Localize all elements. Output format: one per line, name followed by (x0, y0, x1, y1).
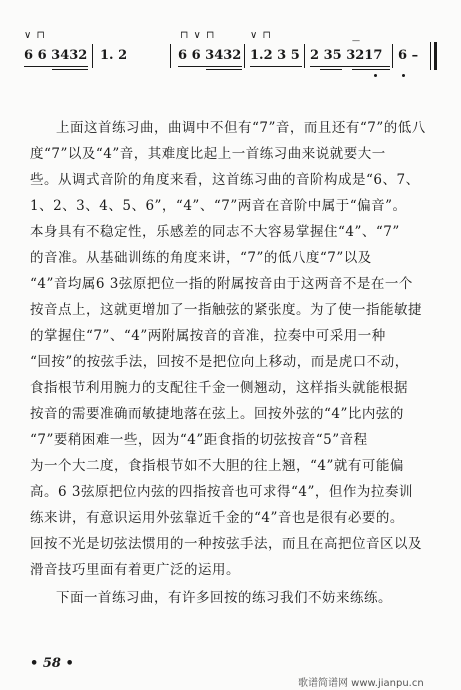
text-line: 按音点上，这就更增加了一指触弦的紧张度。为了使一指能敏捷 (30, 302, 422, 318)
text-line: 1、2、3、4、5、6”，“4”、“7”两音在音阶中属于“偏音”。 (30, 198, 407, 214)
lower-octave-dot (374, 74, 377, 77)
text-line: “回按”的按弦手法，回按不是把位向上移动，而是虎口不动， (30, 354, 409, 370)
notation-measure: 1.2 3 5 (250, 48, 300, 63)
text-line: 按音的需要准确而敏捷地落在弦上。回按外弦的“4”比内弦的 (30, 406, 404, 422)
lower-octave-dot (402, 74, 405, 77)
jianpu-notation-strip (22, 30, 442, 92)
bow-mark: ⊓ ∨ ⊓ (180, 30, 216, 41)
watermark-text: 歌谱简谱网 www.jianpu.cn (298, 678, 424, 689)
page-number: • 58 • (30, 656, 74, 671)
beam-underline (352, 69, 390, 70)
text-line: 的音准。从基础训练的角度来讲，“7”的低八度“7”以及 (30, 250, 372, 266)
bar-line (244, 44, 245, 68)
notation-measure: 1. 2 (100, 48, 128, 63)
text-line: 食指根节利用腕力的支配往千金一侧翘动，这样指头就能根据 (30, 380, 408, 396)
final-thin-bar (430, 42, 431, 70)
bar-line (92, 44, 93, 68)
text-line: 本身具有不稳定性，乐感差的同志不大容易掌握住“4”、“7” (30, 224, 400, 240)
text-line: 下面一首练习曲，有许多回按的练习我们不妨来练练。 (56, 590, 392, 606)
beam-underline (52, 69, 88, 70)
text-line: 度“7”以及“4”音，其难度比起上一首练习曲来说就要大一 (30, 146, 386, 162)
text-line: 为一个大二度，食指根节如不大胆的往上翘，“4”就有可能偏 (30, 458, 404, 474)
text-line: “7”要稍困难一些，因为“4”距食指的切弦按音“5”音程 (30, 432, 368, 448)
text-line: 些。从调式音阶的角度来看，这首练习曲的音阶构成是“6、7、 (30, 172, 420, 188)
notation-measure: 6 6 3432 (24, 48, 88, 63)
bow-mark: ∨ ⊓ (250, 30, 272, 41)
text-line: 回按不光是切弦法惯用的一种按弦手法，而且在高把位音区以及 (30, 536, 422, 552)
final-thick-bar (434, 42, 437, 70)
text-line: 练来讲，有意识运用外弦靠近千金的“4”音也是很有必要的。 (30, 510, 404, 526)
beam-underline (206, 69, 242, 70)
text-line: “4”音均属6 3弦原把位一指的附属按音由于这两音不是在一个 (30, 276, 413, 292)
beam-underline (320, 69, 342, 70)
bow-mark: ∨ ⊓ (24, 30, 46, 41)
beam-underline (24, 66, 88, 67)
bar-line (304, 44, 305, 68)
notation-measure: 2 35 3217 (310, 48, 383, 63)
text-line: 滑音技巧里面有着更广泛的运用。 (30, 562, 240, 578)
beam-underline (250, 66, 302, 67)
text-line: 上面这首练习曲，曲调中不但有“7”音，而且还有“7”的低八 (56, 120, 426, 136)
beam-underline (178, 66, 242, 67)
beam-underline (310, 66, 390, 67)
bar-line (170, 44, 171, 68)
notation-measure: 6 – (398, 48, 419, 63)
text-line: 的掌握住“7”、“4”两附属按音的音准，拉奏中可采用一种 (30, 328, 386, 344)
tenuto-mark: — (352, 36, 360, 45)
bar-line (392, 44, 393, 68)
notation-measure: 6 6 3432 (178, 48, 242, 63)
text-line: 高。6 3弦原把位内弦的四指按音也可求得“4”，但作为拉奏训 (30, 484, 413, 500)
